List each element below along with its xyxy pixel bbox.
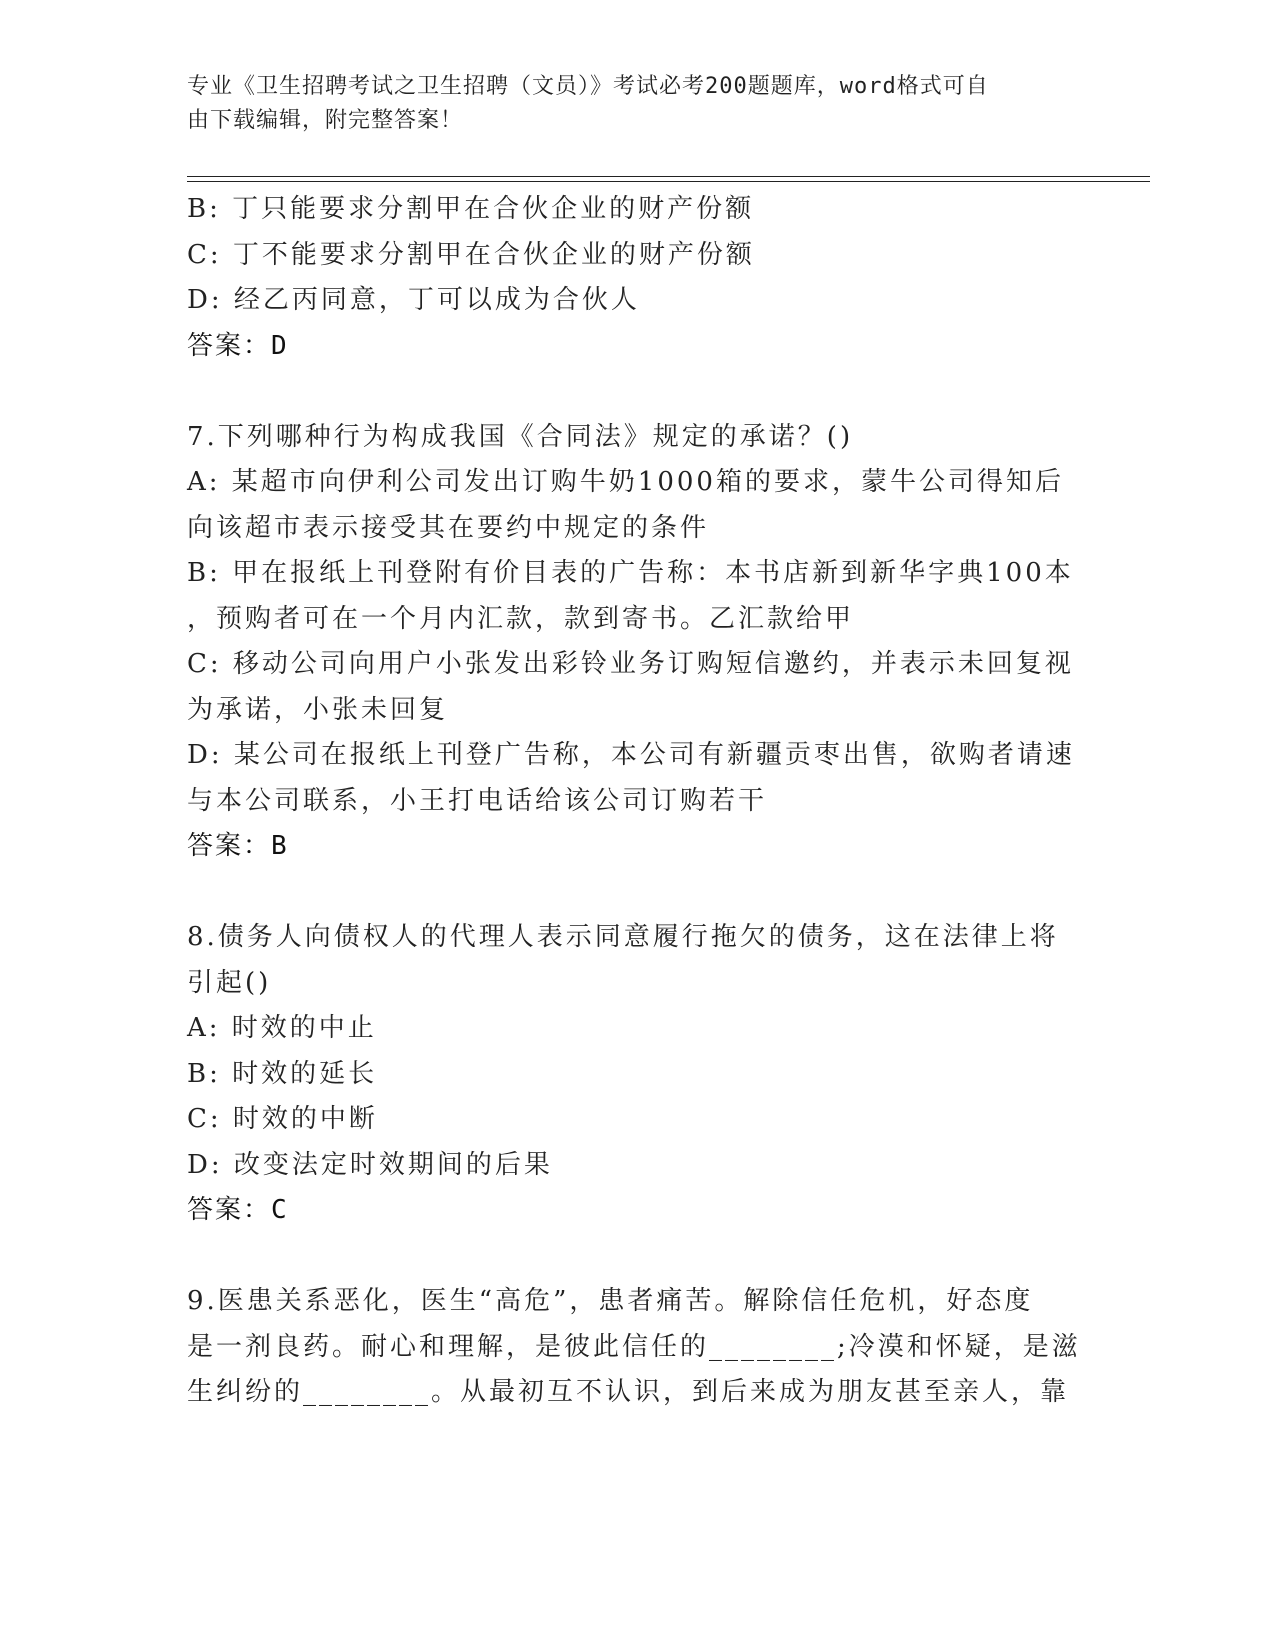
option-c: C: 时效的中断 — [187, 1104, 378, 1134]
question-7 — [187, 415, 1087, 870]
option-b: B: 时效的延长 — [187, 1058, 378, 1089]
spacer — [187, 870, 1087, 916]
answer — [187, 1188, 1087, 1234]
option-a-line-1: A: 某超市向伊利公司发出订购牛奶1000箱的要求，蒙牛公司得知后 — [187, 467, 1064, 497]
header-line-2: 由下载编辑，附完整答案！ — [187, 108, 464, 133]
option-b-line-1: B: 甲在报纸上刊登附有价目表的广告称：本书店新到新华字典100本 — [187, 558, 1074, 588]
answer-value: D — [271, 330, 287, 361]
answer — [187, 824, 1087, 870]
option-d-line-2: 与本公司联系，小王打电话给该公司订购若干 — [187, 785, 768, 816]
answer-value: C — [271, 1195, 287, 1225]
question-9 — [187, 1279, 1087, 1416]
answer — [187, 324, 1087, 370]
spacer — [187, 369, 1087, 415]
question-text-line-2: 引起() — [187, 967, 272, 998]
option-c: C: 丁不能要求分割甲在合伙企业的财产份额 — [187, 239, 755, 270]
question-content — [187, 187, 1087, 1416]
header-line-1: 专业《卫生招聘考试之卫生招聘（文员）》考试必考200题题库，word格式可自 — [187, 74, 989, 99]
option-b: B: 丁只能要求分割甲在合伙企业的财产份额 — [187, 194, 755, 224]
option-a: A: 时效的中止 — [187, 1013, 377, 1043]
header-divider-top — [187, 176, 1150, 177]
option-c-line-2: 为承诺，小张未回复 — [187, 694, 449, 725]
question-text-line-3: 生纠纷的________。从最初互不认识，到后来成为朋友甚至亲人，靠 — [187, 1377, 1070, 1407]
option-d-line-1: D: 某公司在报纸上刊登广告称，本公司有新疆贡枣出售，欲购者请速 — [187, 740, 1075, 770]
spacer — [187, 1234, 1087, 1280]
option-d: D: 经乙丙同意，丁可以成为合伙人 — [187, 285, 640, 315]
option-d: D: 改变法定时效期间的后果 — [187, 1149, 553, 1180]
question-text-line-1: 8.债务人向债权人的代理人表示同意履行拖欠的债务，这在法律上将 — [187, 922, 1059, 952]
answer-label: 答案： — [187, 831, 272, 861]
answer-label: 答案： — [187, 1195, 272, 1225]
header-divider-bottom — [187, 181, 1150, 182]
question-text-line-1: 9.医患关系恶化，医生“高危”，患者痛苦。解除信任危机，好态度 — [187, 1286, 1034, 1316]
page-header — [187, 70, 1067, 138]
option-b-line-2: ，预购者可在一个月内汇款，款到寄书。乙汇款给甲 — [187, 603, 855, 634]
option-c-line-1: C: 移动公司向用户小张发出彩铃业务订购短信邀约，并表示未回复视 — [187, 649, 1074, 679]
question-8 — [187, 915, 1087, 1234]
question-6-continuation — [187, 187, 1087, 369]
question-text-line-2: 是一剂良药。耐心和理解，是彼此信任的________;冷漠和怀疑，是滋 — [187, 1331, 1081, 1362]
answer-value: B — [271, 831, 287, 861]
option-a-line-2: 向该超市表示接受其在要约中规定的条件 — [187, 512, 710, 543]
answer-label: 答案： — [187, 330, 272, 361]
question-text: 7.下列哪种行为构成我国《合同法》规定的承诺？() — [187, 421, 854, 452]
